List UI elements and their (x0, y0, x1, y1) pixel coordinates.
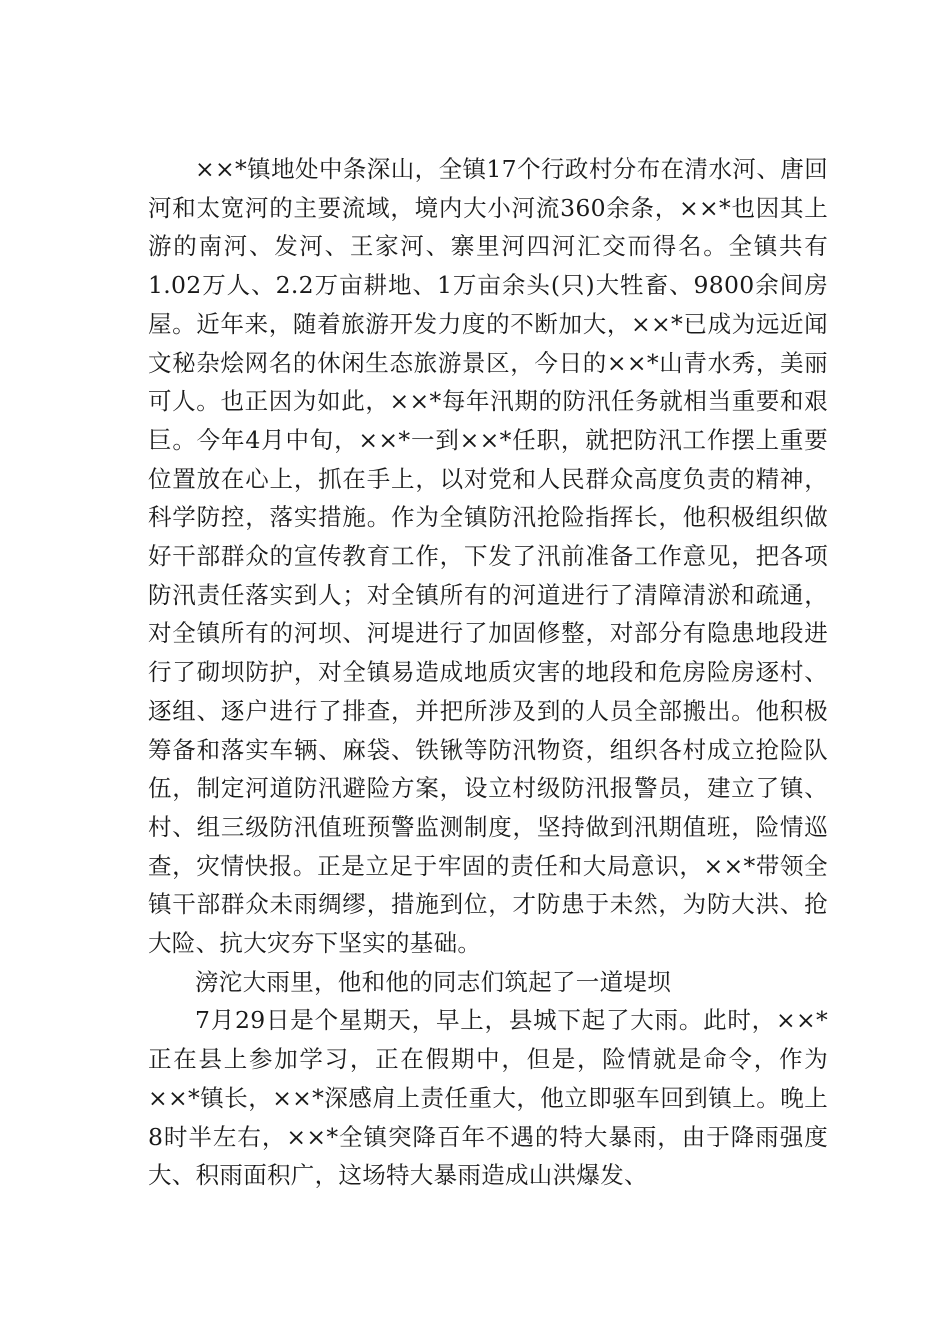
paragraph-flood-preparation: ××*镇地处中条深山，全镇17个行政村分布在清水河、唐回河和太宽河的主要流域，境内大小河流360余条，××*也因其上游的南河、发河、王家河、寨里河四河汇交而得名。全镇共有1.02万人、2.2万亩耕地、1万亩余头(只)大牲畜、9800余间房屋。近年来，随着旅游开发力度的不断加大，××*已成为远近闻文秘杂烩网名的休闲生态旅游景区，今日的××*山青水秀，美丽可人。也正因为如此，××*每年汛期的防汛任务就相当重要和艰巨。今年4月中旬，××*一到××*任职，就把防汛工作摆上重要位置放在心上，抓在手上，以对党和人民群众高度负责的精神，科学防控，落实措施。作为全镇防汛抢险指挥长，他积极组织做好干部群众的宣传教育工作，下发了汛前准备工作意见，把各项防汛责任落实到人；对全镇所有的河道进行了清障清淤和疏通，对全镇所有的河坝、河堤进行了加固修整，对部分有隐患地段进行了砌坝防护，对全镇易造成地质灾害的地段和危房险房逐村、逐组、逐户进行了排查，并把所涉及到的人员全部搬出。他积极筹备和落实车辆、麻袋、铁锹等防汛物资，组织各村成立抢险队伍，制定河道防汛避险方案，设立村级防汛报警员，建立了镇、村、组三级防汛值班预警监测制度，坚持做到汛期值班，险情巡查，灾情快报。正是立足于牢固的责任和大局意识，××*带领全镇干部群众未雨绸缪，措施到位，才防患于未然，为防大洪、抢大险、抗大灾夯下坚实的基础。 (148, 155, 828, 958)
section-heading: 滂沱大雨里，他和他的同志们筑起了一道堤坝 (195, 967, 671, 996)
document-body (148, 150, 828, 1195)
paragraph-storm-event: 7月29日是个星期天，早上，县城下起了大雨。此时，××*正在县上参加学习，正在假期中，但是，险情就是命令，作为××*镇长，××*深感肩上责任重大，他立即驱车回到镇上。晚上8时半左右，××*全镇突降百年不遇的特大暴雨，由于降雨强度大、积雨面积广，这场特大暴雨造成山洪爆发、 (148, 1006, 828, 1190)
